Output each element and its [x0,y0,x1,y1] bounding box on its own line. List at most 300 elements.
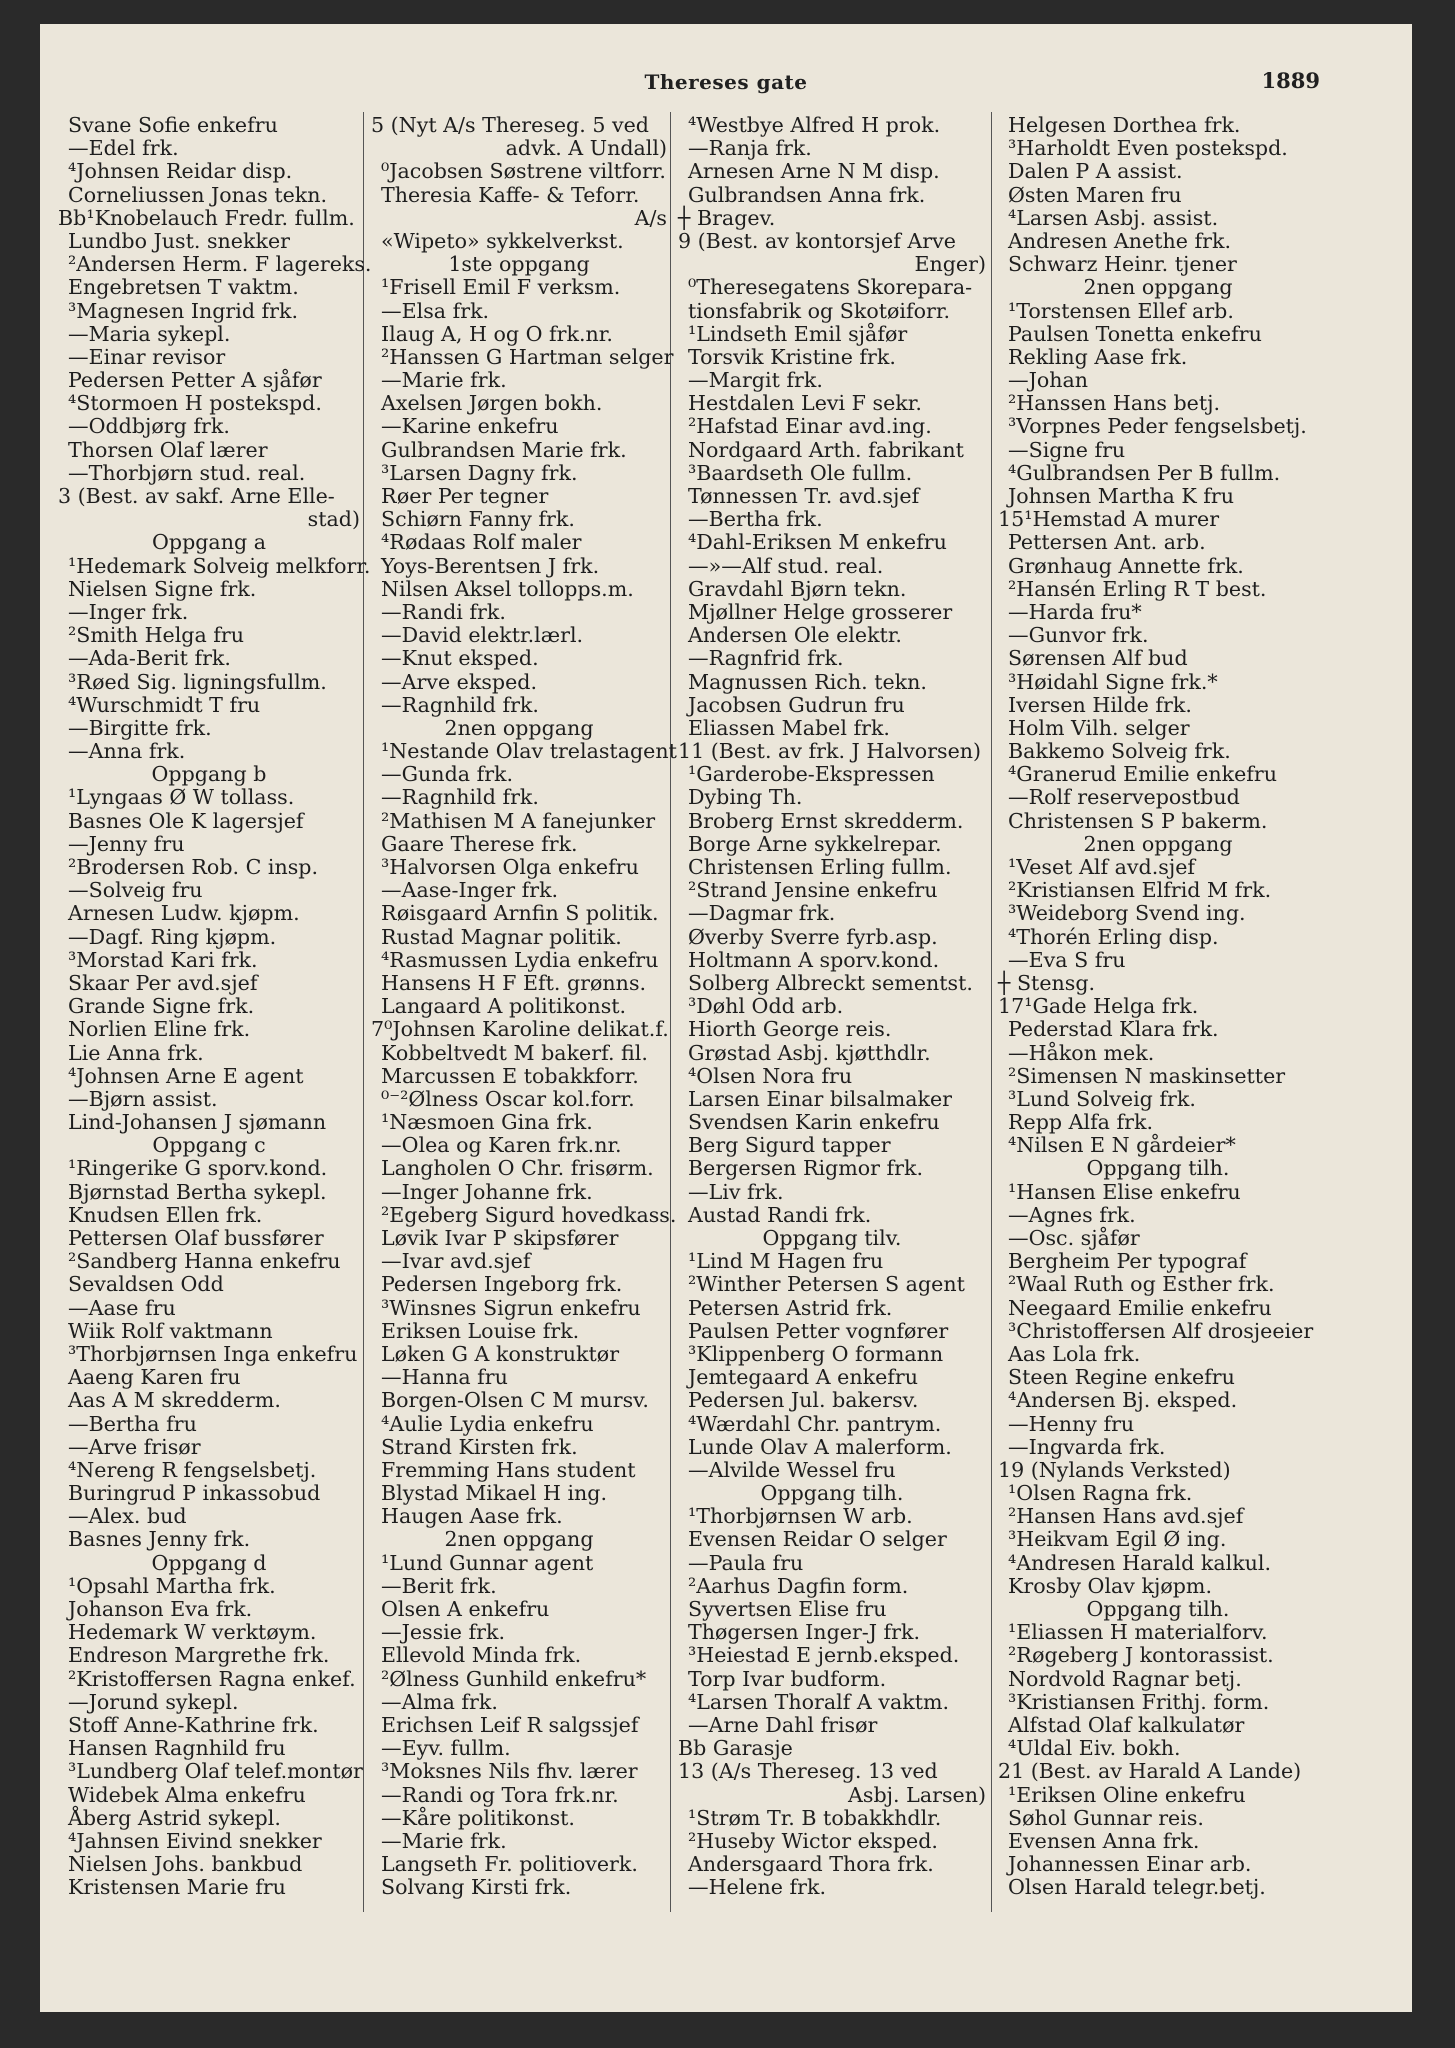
directory-entry: Pettersen Olaf bussfører [68,1226,324,1250]
directory-entry: ¹Lind M Hagen fru [688,1249,884,1274]
directory-entry: —Paula fru [688,1550,804,1575]
directory-entry: Lie Anna frk. [68,1040,204,1065]
directory-entry: A/s [634,205,667,230]
directory-entry: Bb¹Knobelauch Fredr. fullm. [58,205,355,230]
directory-entry: 7⁰Johnsen Karoline delikat.f. [371,1017,669,1042]
directory-entry: —Signe fru [1008,437,1126,462]
directory-entry: ⁴Westbye Alfred H prok. [688,113,941,137]
directory-entry: ⁴Larsen Asbj. assist. [1008,205,1219,230]
directory-entry: —Anna frk. [68,739,186,764]
directory-entry: ³Klippenberg O formann [688,1341,944,1366]
directory-entry: stad) [307,507,360,532]
directory-entry: Evensen Reidar O selger [688,1527,947,1552]
directory-entry: —Randi frk. [381,599,506,624]
directory-entry: —Ragnhild frk. [381,692,539,717]
column-divider [670,112,671,1912]
directory-entry: —Solveig fru [68,878,203,903]
directory-entry: ²Kristoffersen Ragna enkef. [68,1666,356,1691]
directory-entry: Bergersen Rigmor frk. [688,1156,924,1181]
directory-entry: ⁰Theresegatens Skorepara- [688,275,973,300]
directory-entry: Oppgang tilv. [762,1226,902,1250]
directory-entry: Enger) [914,252,986,277]
directory-entry: ²Røgeberg J kontorassist. [1008,1643,1274,1668]
directory-entry: Dybing Th. [688,785,803,810]
directory-entry: Østen Maren fru [1008,182,1182,207]
directory-entry: —Alvilde Wessel fru [688,1457,896,1482]
directory-entry: ²Smith Helga fru [68,623,245,648]
directory-entry: ⁴Andersen Bj. eksped. [1008,1388,1238,1413]
directory-entry: ⁴Jahnsen Eivind snekker [68,1828,322,1853]
directory-entry: Eliassen Mabel frk. [688,715,890,740]
directory-entry: ³Winsnes Sigrun enkefru [381,1295,641,1320]
directory-entry: —Arne Dahl frisør [688,1712,878,1737]
directory-entry: Sevaldsen Odd [68,1272,224,1297]
directory-entry: Oppgang c [152,1133,266,1158]
directory-entry: ³Baardseth Ole fullm. [688,460,913,485]
directory-entry: Aaeng Karen fru [68,1365,241,1390]
directory-entry: —Ragnfrid frk. [688,646,844,671]
directory-entry: —Alex. bud [68,1504,187,1529]
directory-entry: ⁴Thorén Erling disp. [1008,924,1219,949]
directory-entry: Johannessen Einar arb. [1008,1852,1252,1877]
directory-entry: Iversen Hilde frk. [1008,692,1192,717]
directory-entry: Gaare Therese frk. [381,831,578,856]
directory-entry: ¹Hansen Elise enkefru [1008,1179,1241,1204]
directory-entry: 1ste oppgang [448,252,590,277]
directory-entry: —Rolf reservepostbud [1008,785,1240,810]
directory-entry: Andersgaard Thora frk. [688,1852,934,1877]
directory-entry: Pedersen Petter A sjåfør [68,368,322,393]
directory-entry: ²Hansén Erling R T best. [1008,576,1267,601]
directory-entry: Holm Vilh. selger [1008,715,1190,740]
directory-entry: Axelsen Jørgen bokh. [381,391,603,416]
directory-entry: Basnes Ole K lagersjef [68,808,304,833]
directory-entry: ¹Ringerike G sporv.kond. [68,1156,328,1181]
directory-entry: —Bertha fru [68,1411,197,1436]
directory-entry: Pettersen Ant. arb. [1008,530,1206,555]
directory-entry: ²Waal Ruth og Esther frk. [1008,1272,1275,1297]
directory-entry: —Birgitte frk. [68,715,212,740]
directory-entry: ³Kristiansen Frithj. form. [1008,1689,1270,1714]
directory-entry: Lunde Olav A malerform. [688,1434,952,1459]
directory-entry: —Maria sykepl. [68,321,231,346]
directory-entry: Steen Regine enkefru [1008,1365,1235,1390]
directory-entry: —Bertha frk. [688,507,823,532]
directory-entry: —Randi og Tora frk.nr. [381,1782,619,1807]
directory-column-4 [998,114,1318,1899]
directory-entry: Løvik Ivar P skipsfører [381,1226,619,1250]
directory-entry: ¹Thorbjørnsen W arb. [688,1504,913,1529]
column-divider [991,112,992,1912]
directory-entry: ³Magnesen Ingrid frk. [68,298,299,323]
directory-entry: Grande Signe frk. [68,994,255,1019]
directory-entry: ³Røed Sig. ligningsfullm. [68,669,327,694]
directory-entry: ⁴Larsen Thoralf A vaktm. [688,1689,950,1714]
directory-entry: Widebek Alma enkefru [68,1782,306,1807]
directory-entry: —Bjørn assist. [68,1086,218,1111]
directory-entry: Kobbeltvedt M bakerf. fil. [381,1040,648,1065]
directory-entry: ¹Næsmoen Gina frk. [381,1110,593,1135]
directory-entry: —David elektr.lærl. [381,623,584,648]
directory-entry: Alfstad Olaf kalkulatør [1008,1712,1245,1737]
directory-entry: —Ingvarda frk. [1008,1434,1166,1459]
directory-entry: ³Heikvam Egil Ø ing. [1008,1527,1227,1552]
directory-entry: 15¹Hemstad A murer [998,507,1220,532]
directory-entry: Buringrud P inkassobud [68,1481,321,1506]
directory-entry: Svane Sofie enkefru [68,113,278,137]
directory-entry: Røer Per tegner [381,484,549,508]
directory-entry: —Karine enkefru [381,414,559,439]
directory-entry: ²Andersen Herm. F lagereks. [68,252,372,277]
directory-entry: ⁴Nereng R fengselsbetj. [68,1457,317,1482]
directory-entry: ³Vorpnes Peder fengselsbetj. [1008,414,1307,439]
directory-entry: Oppgang tilh. [760,1481,904,1506]
directory-entry: Holtmann A sporv.kond. [688,947,940,972]
directory-entry: Ilaug A, H og O frk.nr. [381,321,613,346]
directory-entry: Åberg Astrid sykepl. [68,1805,281,1830]
directory-entry: —Marie frk. [381,368,507,393]
directory-entry: ¹Veset Alf avd.sjef [1008,855,1196,879]
directory-entry: Oppgang b [151,762,267,787]
directory-entry: ⁴Rødaas Rolf maler [381,530,582,555]
directory-entry: 2nen oppgang [444,715,594,740]
directory-entry: —Marie frk. [381,1828,507,1853]
directory-entry: —Ada-Berit frk. [68,646,231,671]
directory-entry: Theresia Kaffe- & Teforr. [381,182,640,207]
directory-entry: ³Høidahl Signe frk.* [1008,669,1218,694]
directory-entry: ¹Lund Gunnar agent [381,1550,594,1575]
directory-entry: Langaard A politikonst. [381,994,627,1019]
directory-entry: ³Weideborg Svend ing. [1008,901,1246,926]
directory-entry: ⁴Nilsen E N gårdeier* [1008,1133,1236,1158]
directory-entry: Bergheim Per typograf [1008,1249,1247,1274]
directory-entry: Bjørnstad Bertha sykepl. [68,1179,327,1204]
directory-entry: —Jorund sykepl. [68,1689,239,1714]
directory-entry: Bakkemo Solveig frk. [1008,739,1231,764]
directory-entry: ¹Nestande Olav trelastagent [381,739,677,764]
directory-entry: Hedemark W verktøym. [68,1620,317,1645]
directory-entry: ³Christoffersen Alf drosjeeier [1008,1318,1314,1343]
directory-entry: ¹Strøm Tr. B tobakkhdlr. [688,1805,942,1830]
directory-entry: ¹Lyngaas Ø W tollass. [68,785,295,810]
directory-entry: —Jessie frk. [381,1620,505,1645]
directory-entry: Endreson Margrethe frk. [68,1643,330,1668]
directory-entry: Basnes Jenny frk. [68,1527,251,1552]
directory-entry: ²Strand Jensine enkefru [688,878,938,903]
directory-entry: Aas Lola frk. [1008,1341,1141,1366]
directory-entry: ²Brodersen Rob. C insp. [68,855,319,879]
directory-entry: Johanson Eva frk. [68,1597,253,1621]
directory-entry: —Ivar avd.sjef [381,1249,531,1274]
directory-entry: ²Mathisen M A fanejunker [381,808,656,833]
directory-entry: 17¹Gade Helga frk. [998,994,1199,1019]
directory-entry: ²Aarhus Dagfin form. [688,1573,909,1598]
directory-entry: Oppgang tilh. [1086,1597,1230,1621]
directory-entry: ³Moksnes Nils fhv. lærer [381,1759,638,1784]
directory-entry: Broberg Ernst skredderm. [688,808,964,833]
directory-entry: Lind-Johansen J sjømann [68,1110,327,1135]
directory-entry: ⁴Granerud Emilie enkefru [1008,762,1278,787]
directory-entry: ¹Garderobe-Ekspressen [688,762,935,787]
directory-entry: Olsen Harald telegr.betj. [1008,1875,1266,1900]
directory-entry: Larsen Einar bilsalmaker [688,1086,953,1111]
directory-entry: Evensen Anna frk. [1008,1828,1200,1853]
directory-entry: ⁴Olsen Nora fru [688,1063,853,1088]
directory-entry: Stoff Anne-Kathrine frk. [68,1712,319,1737]
directory-entry: ²Sandberg Hanna enkefru [68,1249,341,1274]
directory-entry: Erichsen Leif R salgssjef [381,1712,639,1737]
directory-entry: 3 (Best. av sakf. Arne Elle- [58,484,335,508]
directory-entry: —Agnes frk. [1008,1202,1136,1227]
directory-entry: —Osc. sjåfør [1008,1226,1140,1250]
directory-entry: ²Hafstad Einar avd.ing. [688,414,932,439]
directory-entry: Krosby Olav kjøpm. [1008,1573,1213,1598]
directory-entry: Arnesen Ludw. kjøpm. [68,901,300,926]
directory-entry: Strand Kirsten frk. [381,1434,578,1459]
directory-entry: ⁴Stormoen H postekspd. [68,391,322,416]
directory-entry: ⁴Johnsen Arne E agent [68,1063,304,1088]
directory-entry: Hiorth George reis. [688,1017,892,1042]
directory-entry: 13 (A/s Thereseg. 13 ved [678,1759,938,1784]
directory-entry: Pedersen Ingeborg frk. [381,1272,623,1297]
directory-entry: 2nen oppgang [1083,275,1233,300]
directory-entry: ³Thorbjørnsen Inga enkefru [68,1341,358,1366]
directory-entry: —Aase fru [68,1295,176,1320]
directory-entry: —Berit frk. [381,1573,497,1598]
directory-entry: Fremming Hans student [381,1457,636,1482]
directory-entry: ²Egeberg Sigurd hovedkass. [381,1202,677,1227]
directory-entry: ⁴Johnsen Reidar disp. [68,159,293,184]
directory-entry: ²Ølness Gunhild enkefru* [381,1666,647,1691]
directory-entry: ³Harholdt Even postekspd. [1008,136,1288,161]
directory-entry: —Arve eksped. [381,669,538,694]
directory-entry: Thøgersen Inger-J frk. [688,1620,921,1645]
directory-entry: —Hanna fru [381,1365,508,1390]
directory-entry: ³Morstad Kari frk. [68,947,258,972]
directory-entry: Andersen Ole elektr. [688,623,902,648]
directory-entry: —Edel frk. [68,136,179,161]
directory-entry: ²Simensen N maskinsetter [1008,1063,1286,1088]
directory-entry: —Jenny fru [68,831,185,856]
page-title: Thereses gate [644,70,808,94]
directory-entry: ⁴Andresen Harald kalkul. [1008,1550,1272,1575]
directory-entry: —Margit frk. [688,368,823,393]
directory-entry: —Oddbjørg frk. [68,414,230,439]
directory-entry: ¹Frisell Emil F verksm. [381,275,621,300]
directory-entry: Røisgaard Arnfin S politik. [381,901,659,926]
directory-entry: Borgen-Olsen C M mursv. [381,1388,649,1413]
directory-entry: Bb Garasje [678,1736,793,1761]
directory-entry: —Dagmar frk. [688,901,836,926]
directory-entry: —Knut eksped. [381,646,539,671]
directory-entry: Gulbrandsen Anna frk. [688,182,926,207]
directory-entry: ⁴Wurschmidt T fru [68,692,261,717]
directory-entry: ³Heiestad E jernb.eksped. [688,1643,960,1668]
directory-entry: Asbj. Larsen) [848,1782,986,1807]
directory-entry: ┼ Bragev. [678,205,776,230]
directory-entry: ¹Opsahl Martha frk. [68,1573,276,1598]
directory-entry: ⁴Aulie Lydia enkefru [381,1411,594,1436]
directory-entry: Knudsen Ellen frk. [68,1202,263,1227]
directory-entry: ⁴Rasmussen Lydia enkefru [381,947,659,972]
directory-entry: Grøstad Asbj. kjøtthdlr. [688,1040,931,1065]
directory-entry: Nordgaard Arth. fabrikant [688,437,964,462]
directory-entry: Norlien Eline frk. [68,1017,251,1042]
directory-entry: 21 (Best. av Harald A Lande) [998,1759,1302,1784]
directory-entry: —Elsa frk. [381,298,490,323]
directory-entry: Rustad Magnar politik. [381,924,622,949]
directory-column-1 [58,113,372,1900]
directory-entry: Eriksen Louise frk. [381,1318,580,1343]
directory-entry: ¹Eliassen H materialforv. [1008,1620,1268,1645]
directory-entry: Torsvik Kristine frk. [688,344,896,369]
directory-entry: —Alma frk. [381,1689,498,1714]
directory-entry: ⁴Dahl-Eriksen M enkefru [688,530,947,555]
directory-entry: —Eyv. fullm. [381,1736,511,1761]
directory-entry: Andresen Anethe frk. [1008,228,1232,253]
directory-entry: 19 (Nylands Verksted) [998,1457,1231,1482]
directory-entry: Løken G A konstruktør [381,1341,620,1366]
directory-entry: Nielsen Johs. bankbud [68,1852,303,1877]
directory-entry: Christensen S P bakerm. [1008,808,1268,833]
directory-entry: —Inger frk. [68,599,189,624]
directory-entry: Yoys-Berentsen J frk. [381,553,600,578]
directory-entry: Langholen O Chr. frisørm. [381,1156,654,1181]
directory-entry: ┼ Stensg. [998,970,1096,995]
directory-entry: ⁰⁻²Ølness Oscar kol.forr. [381,1086,635,1111]
directory-entry: —Gunvor frk. [1008,623,1149,648]
directory-entry: ²Winther Petersen S agent [688,1272,965,1297]
directory-entry: Corneliussen Jonas tekn. [68,182,328,207]
directory-entry: —Harda fru* [1008,599,1142,624]
directory-entry: Rekling Aase frk. [1008,344,1188,369]
directory-entry: Sørensen Alf bud [1008,646,1188,671]
directory-entry: —Gunda frk. [381,762,514,787]
directory-entry: Oppgang a [152,530,266,555]
directory-entry: ³Lundberg Olaf telef.montør [68,1759,363,1784]
directory-entry: Svendsen Karin enkefru [688,1110,940,1135]
directory-entry: tionsfabrik og Skotøiforr. [688,298,950,323]
directory-entry: Solvang Kirsti frk. [381,1875,572,1900]
directory-entry: Christensen Erling fullm. [688,855,952,879]
directory-entry: Langseth Fr. politioverk. [381,1852,638,1877]
directory-entry: —Ranja frk. [688,136,812,161]
directory-entry: Gulbrandsen Marie frk. [381,437,627,462]
directory-entry: —»—Alf stud. real. [688,553,884,578]
directory-entry: 2nen oppgang [444,1527,594,1552]
directory-entry: —Ragnhild frk. [381,785,539,810]
directory-entry: Solberg Albreckt sementst. [688,970,973,995]
directory-entry: Haugen Aase frk. [381,1504,563,1529]
directory-entry: ³Larsen Dagny frk. [381,460,578,485]
directory-entry: ²Hanssen G Hartman selger [381,344,674,369]
directory-entry: ⁴Uldal Eiv. bokh. [1008,1736,1181,1761]
directory-entry: Grønhaug Annette frk. [1008,553,1244,578]
directory-entry: Dalen P A assist. [1008,159,1183,184]
directory-entry: 2nen oppgang [1083,831,1233,856]
directory-entry: ³Halvorsen Olga enkefru [381,855,639,879]
directory-entry: ⁴Wærdahl Chr. pantrym. [688,1411,942,1436]
directory-entry: Thorsen Olaf lærer [68,437,268,462]
directory-entry: Repp Alfa frk. [1008,1110,1154,1135]
directory-entry: Johnsen Martha K fru [1008,484,1234,508]
directory-entry: ¹Hedemark Solveig melkforr. [68,553,371,578]
directory-entry: Blystad Mikael H ing. [381,1481,608,1506]
directory-entry: Oppgang tilh. [1086,1156,1230,1181]
directory-entry: Wiik Rolf vaktmann [68,1318,273,1343]
directory-entry: Helgesen Dorthea frk. [1008,113,1241,137]
directory-entry: ¹Olsen Ragna frk. [1008,1481,1193,1506]
directory-entry: 5 (Nyt A/s Thereseg. 5 ved [371,113,649,137]
directory-entry: Oppgang d [151,1550,267,1575]
directory-entry: Jemtegaard A enkefru [688,1365,919,1390]
directory-entry: Tønnessen Tr. avd.sjef [688,484,920,508]
directory-entry: —Eva S fru [1008,947,1126,972]
directory-entry: Marcussen E tobakkforr. [381,1063,639,1088]
directory-entry: —Håkon mek. [1008,1040,1155,1065]
directory-entry: Øverby Sverre fyrb.asp. [688,924,938,949]
directory-entry: Nielsen Signe frk. [68,576,257,601]
directory-entry: Olsen A enkefru [381,1597,550,1621]
directory-entry: —Inger Johanne frk. [381,1179,593,1204]
directory-entry: Pederstad Klara frk. [1008,1017,1219,1042]
directory-entry: Hansen Ragnhild fru [68,1736,286,1761]
directory-entry: ⁴Gulbrandsen Per B fullm. [1008,460,1281,485]
directory-entry: Magnussen Rich. tekn. [688,669,927,694]
directory-entry: Kristensen Marie fru [68,1875,286,1900]
directory-entry: —Einar revisor [68,344,226,369]
directory-entry: Schiørn Fanny frk. [381,507,575,532]
directory-entry: Ellevold Minda frk. [381,1643,582,1668]
directory-entry: Gravdahl Bjørn tekn. [688,576,907,601]
directory-entry: ⁰Jacobsen Søstrene viltforr. [381,159,666,184]
directory-column-2 [371,113,677,1900]
directory-entry: Borge Arne sykkelrepar. [688,831,942,856]
directory-entry: Arnesen Arne N M disp. [688,159,940,184]
directory-entry: Aas A M skredderm. [68,1388,281,1413]
directory-entry: Torp Ivar budform. [688,1666,887,1691]
directory-entry: 9 (Best. av kontorsjef Arve [678,228,956,253]
page-number: 1889 [1261,68,1320,93]
directory-entry: Paulsen Tonetta enkefru [1008,321,1262,346]
directory-entry: Berg Sigurd tapper [688,1133,891,1158]
directory-entry: Austad Randi frk. [688,1202,872,1227]
directory-entry: —Dagf. Ring kjøpm. [68,924,277,949]
directory-entry: —Arve frisør [68,1434,201,1459]
directory-entry: Lundbo Just. snekker [68,228,290,253]
directory-entry: Jacobsen Gudrun fru [688,692,905,717]
directory-entry: ²Kristiansen Elfrid M frk. [1008,878,1272,903]
directory-entry: —Liv frk. [688,1179,784,1204]
directory-entry: ³Døhl Odd arb. [688,994,844,1019]
directory-entry: —Olea og Karen frk.nr. [381,1133,622,1158]
directory-entry: —Henny fru [1008,1411,1135,1436]
directory-entry: ²Hansen Hans avd.sjef [1008,1504,1244,1529]
directory-entry: Petersen Astrid frk. [688,1295,893,1320]
directory-entry: ¹Eriksen Oline enkefru [1008,1782,1246,1807]
directory-entry: Hestdalen Levi F sekr. [688,391,922,416]
directory-entry: ¹Lindseth Emil sjåfør [688,321,908,346]
directory-entry: —Johan [1008,368,1089,393]
directory-entry: Schwarz Heinr. tjener [1008,252,1237,277]
directory-entry: advk. A Undall) [505,136,667,161]
directory-entry: Nordvold Ragnar betj. [1008,1666,1242,1691]
directory-entry: Skaar Per avd.sjef [68,970,258,995]
directory-entry: ¹Torstensen Ellef arb. [1008,298,1234,323]
directory-entry: «Wipeto» sykkelverkst. [381,228,624,253]
column-divider [363,112,364,1912]
directory-entry: ²Huseby Wictor eksped. [688,1828,938,1853]
